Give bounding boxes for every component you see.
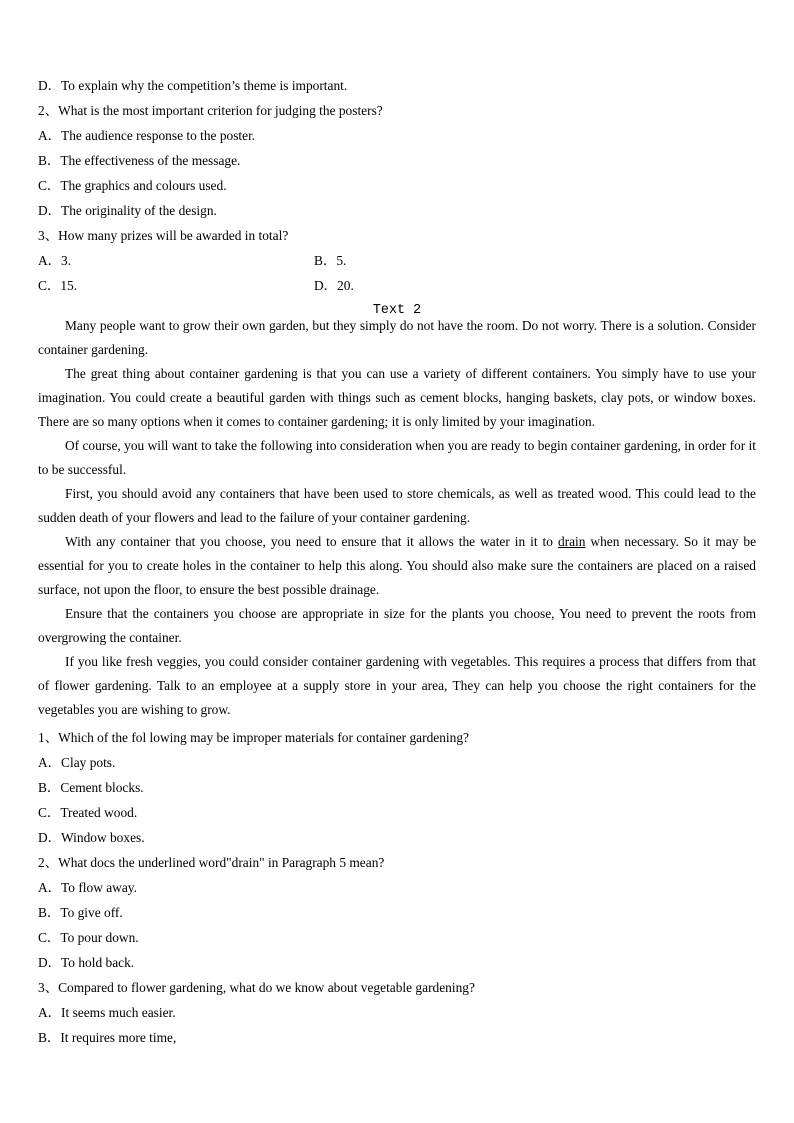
option-b: B．It requires more time, <box>38 1030 177 1045</box>
option-a: A．3. <box>38 253 72 268</box>
option-c: C．15. <box>38 278 78 293</box>
paragraph-1 <box>38 314 756 362</box>
paragraph-text: The great thing about container gardening is that you can use a variety of different containers. You simply have to use your imagination. You could create a beautiful garden with things such as cement blocks, hanging baskets, clay pots, or window boxes. There are so many options when it comes to container gardening; it is only limited by your imagination. <box>38 366 756 429</box>
paragraph-7 <box>38 650 756 722</box>
option-d: D．The originality of the design. <box>38 203 217 218</box>
option-a: A．To flow away. <box>38 880 137 895</box>
paragraph-text: First, you should avoid any containers that have been used to store chemicals, as well as treated wood. This could lead to the sudden death of your flowers and lead to the failure of your container gardening. <box>38 486 756 525</box>
paragraph-text: If you like fresh veggies, you could consider container gardening with vegetables. This requires a process that differs from that of flower gardening. Talk to an employee at a supply store in your area, They can help you choose the right containers for the vegetables you are wishing to grow. <box>38 654 756 717</box>
paragraph-text: Ensure that the containers you choose are appropriate in size for the plants you choose, You need to prevent the roots from overgrowing the container. <box>38 606 756 645</box>
paragraph-4 <box>38 482 756 530</box>
option-b: B．Cement blocks. <box>38 780 144 795</box>
option-d: D．To hold back. <box>38 955 135 970</box>
question-stem: 2、What docs the underlined word"drain" in Paragraph 5 mean? <box>38 855 385 870</box>
paragraph-6 <box>38 602 756 650</box>
option-c: C．Treated wood. <box>38 805 138 820</box>
option-b: B．The effectiveness of the message. <box>38 153 241 168</box>
section-title: Text 2 <box>372 303 422 318</box>
option-b: B．5. <box>314 253 347 268</box>
question-stem: 1、Which of the fol lowing may be improper materials for container gardening? <box>38 730 469 745</box>
paragraph-2 <box>38 362 756 434</box>
option-b: B．To give off. <box>38 905 123 920</box>
option-c: C．The graphics and colours used. <box>38 178 227 193</box>
paragraph-3 <box>38 434 756 482</box>
question-stem: 2、What is the most important criterion for judging the posters? <box>38 103 383 118</box>
option-c: C．To pour down. <box>38 930 139 945</box>
option-a: A．It seems much easier. <box>38 1005 176 1020</box>
paragraph-text: when necessary. So it may be essential for you to create holes in the container to help this along. You should also make sure the containers are placed on a raised surface, not upon the floor, to ensure the best possible drainage. <box>38 534 757 597</box>
option-a: A．Clay pots. <box>38 755 116 770</box>
option-a: A．The audience response to the poster. <box>38 128 256 143</box>
paragraph-text: With any container that you choose, you need to ensure that it allows the water in it to <box>65 534 558 549</box>
question-stem: 3、Compared to flower gardening, what do we know about vegetable gardening? <box>38 980 475 995</box>
option-d: D．Window boxes. <box>38 830 145 845</box>
paragraph-text: Of course, you will want to take the following into consideration when you are ready to begin container gardening, in order for it to be successful. <box>38 438 756 477</box>
question-stem: 3、How many prizes will be awarded in total? <box>38 228 289 243</box>
underlined-word: drain <box>557 534 586 549</box>
option-d: D．20. <box>314 278 354 293</box>
paragraph-5 <box>38 530 756 602</box>
paragraph-text: Many people want to grow their own garden, but they simply do not have the room. Do not worry. There is a solution. Consider container gardening. <box>38 318 756 357</box>
q1-option-d: D．To explain why the competition’s theme is important. <box>38 78 348 93</box>
